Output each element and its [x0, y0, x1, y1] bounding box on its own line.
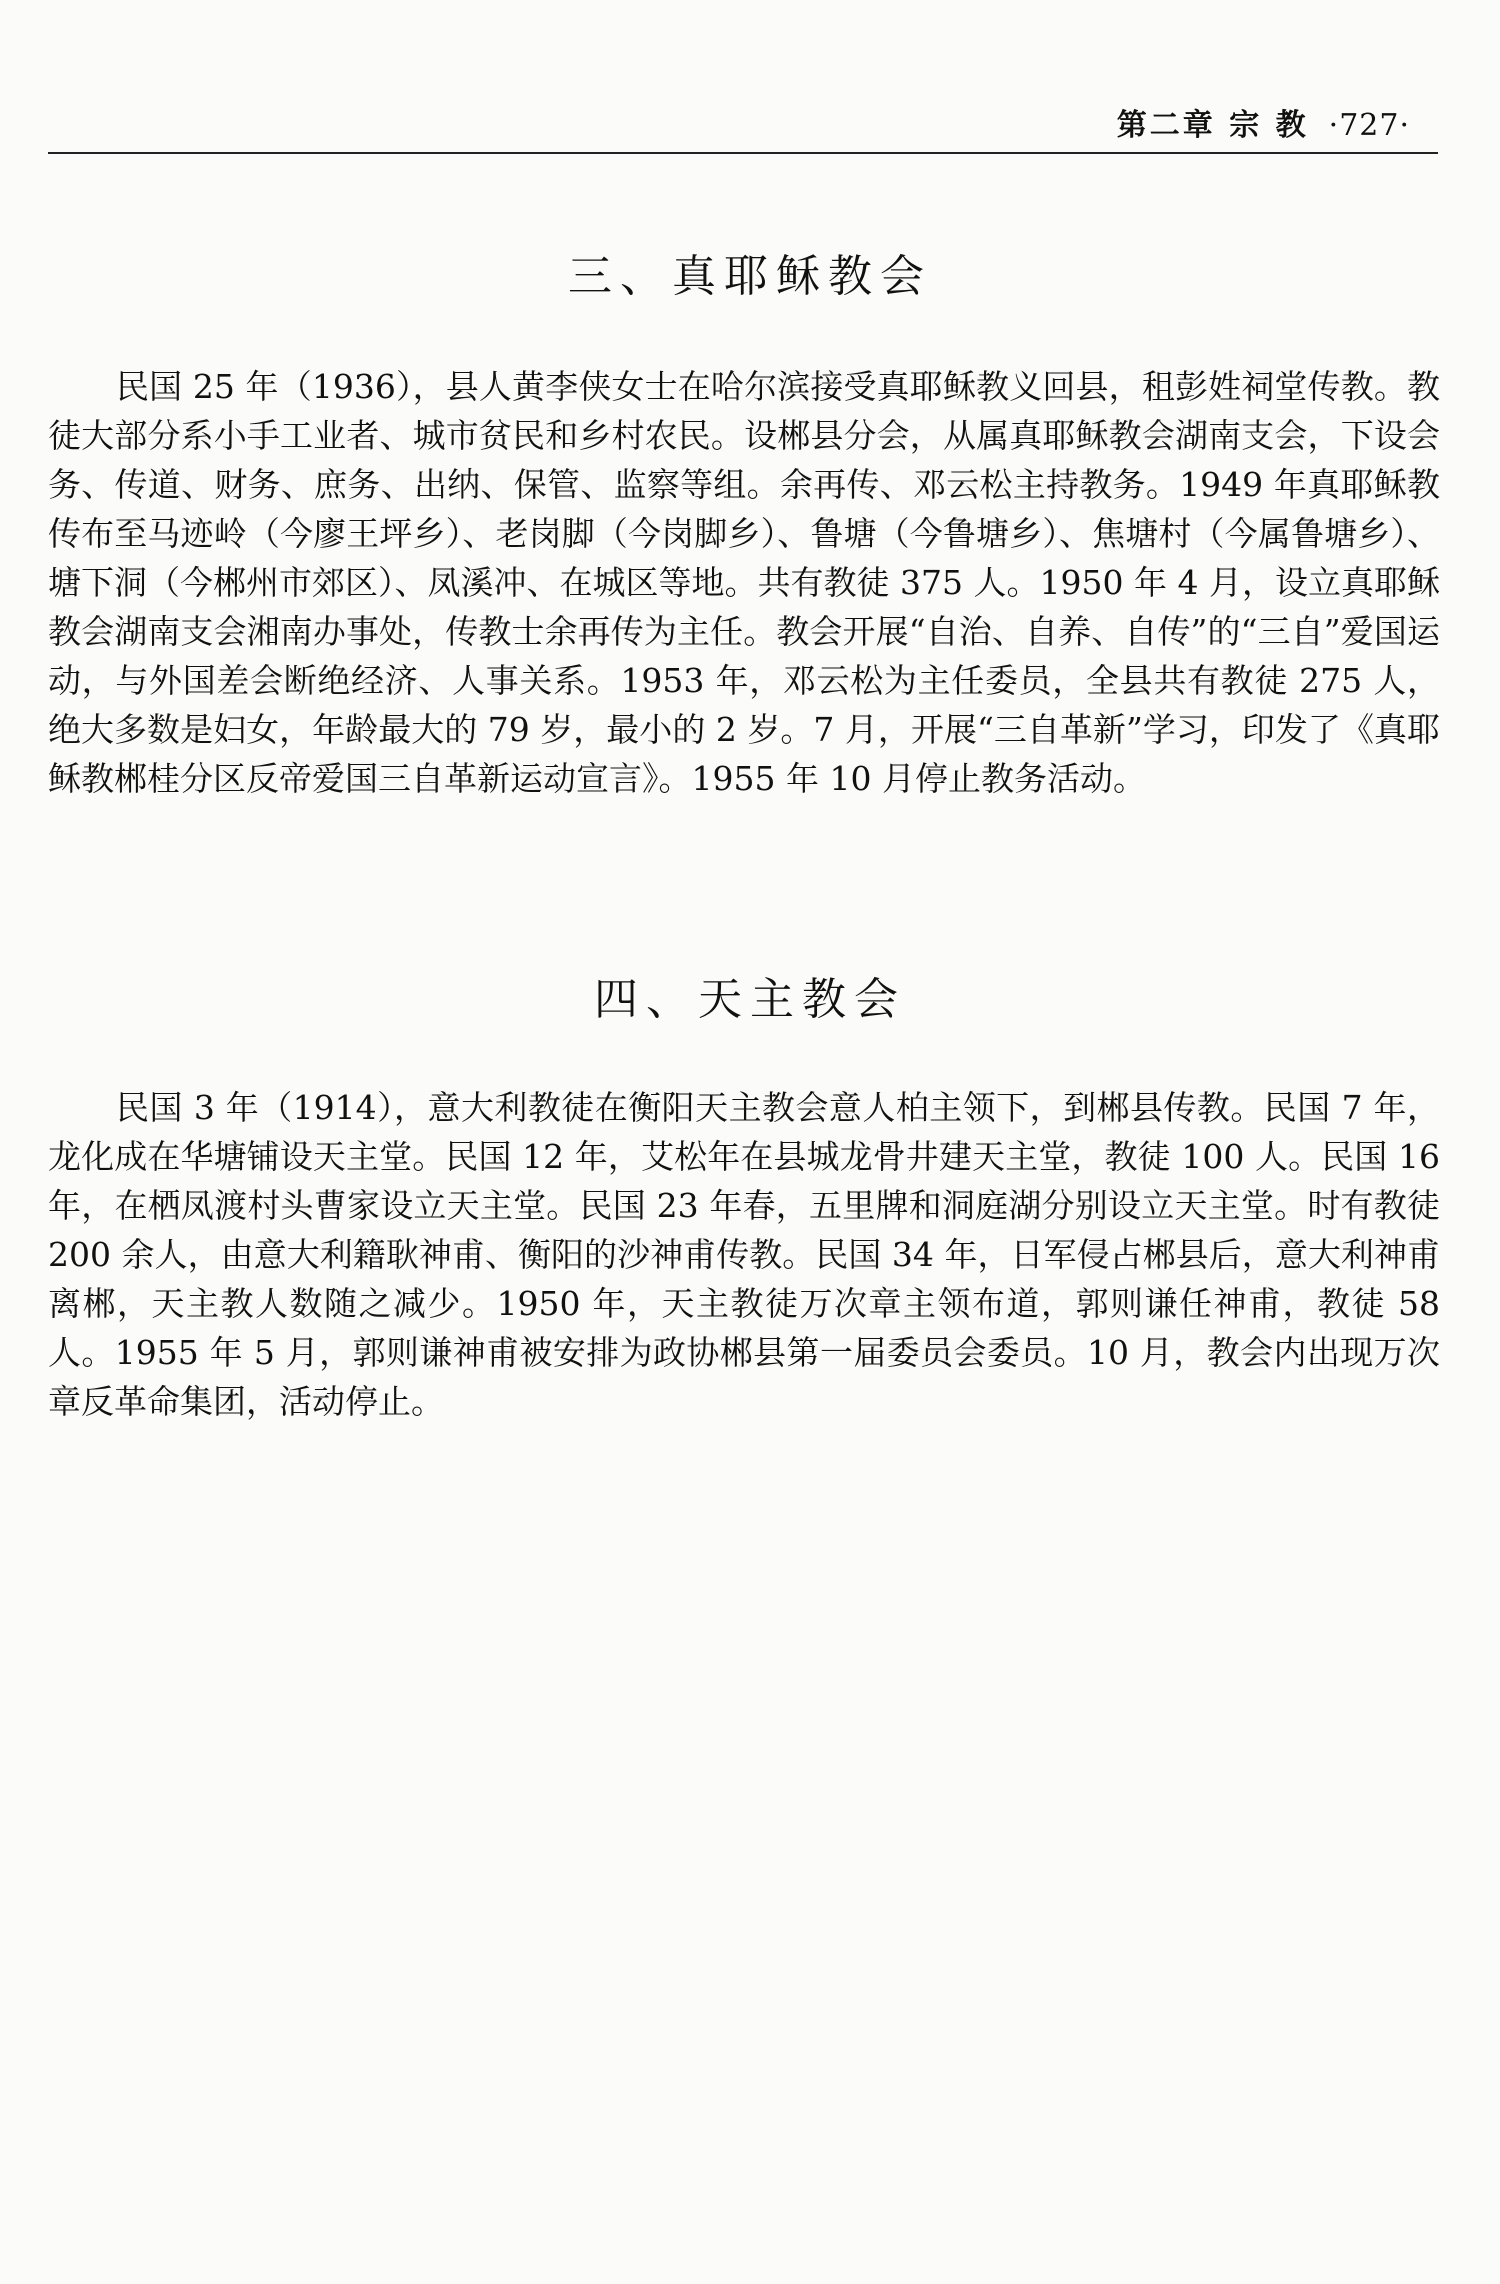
chapter-heading: 第二章 宗 教: [1116, 108, 1309, 143]
page-number: ·727·: [1328, 108, 1410, 143]
section-title-true-jesus-church: 三、真耶稣教会: [568, 251, 932, 302]
section-paragraph-true-jesus-church: 民国 25 年（1936），县人黄李侠女士在哈尔滨接受真耶稣教义回县，租彭姓祠堂传教。教徒大部分系小手工业者、城市贫民和乡村农民。设郴县分会，从属真耶稣教会湖南支会，下设会务、传道、财务、庶务、出纳、保管、监察等组。余再传、邓云松主持教务。1949 年真耶稣教传布至马迹岭（今廖王坪乡）、老岗脚（今岗脚乡）、鲁塘（今鲁塘乡）、焦塘村（今属鲁塘乡）、塘下洞（今郴州市郊区）、凤溪冲、在城区等地。共有教徒 375 人。1950 年 4 月，设立真耶稣教会湖南支会湘南办事处，传教士余再传为主任。教会开展“自治、自养、自传”的“三自”爱国运动，与外国差会断绝经济、人事关系。1953 年，邓云松为主任委员，全县共有教徒 275 人，绝大多数是妇女，年龄最大的 79 岁，最小的 2 岁。7 月，开展“三自革新”学习，印发了《真耶稣教郴桂分区反帝爱国三自革新运动宣言》。1955 年 10 月停止教务活动。: [48, 367, 1440, 798]
header-divider: [48, 152, 1438, 154]
running-head: [1117, 100, 1410, 144]
section-paragraph-catholic-church: 民国 3 年（1914），意大利教徒在衡阳天主教会意人柏主领下，到郴县传教。民国 7 年，龙化成在华塘铺设天主堂。民国 12 年，艾松年在县城龙骨井建天主堂，教徒 100 人。民国 16 年，在栖凤渡村头曹家设立天主堂。民国 23 年春，五里牌和洞庭湖分别设立天主堂。时有教徒 200 余人，由意大利籍耿神甫、衡阳的沙神甫传教。民国 34 年，日军侵占郴县后，意大利神甫离郴，天主教人数随之减少。1950 年，天主教徒万次章主领布道，郭则谦任神甫，教徒 58 人。1955 年 5 月，郭则谦神甫被安排为政协郴县第一届委员会委员。10 月，教会内出现万次章反革命集团，活动停止。: [48, 1088, 1440, 1421]
section-title-catholic-church: 四、天主教会: [594, 974, 906, 1025]
